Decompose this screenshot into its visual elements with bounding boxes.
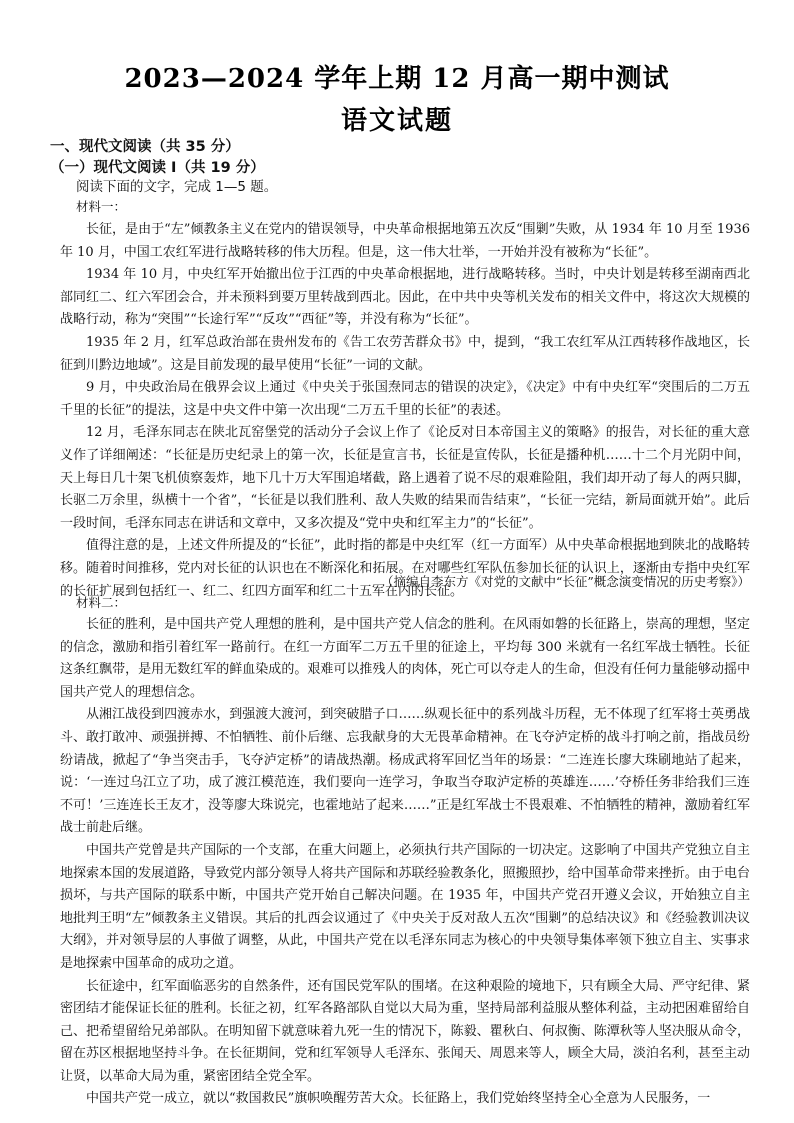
- paragraph: 中国共产党一成立，就以“救国救民”旗帜唤醒劳苦大众。长征路上，我们党始终坚持全心全意为人民服务，一: [86, 1091, 711, 1107]
- paragraph: 12 月，毛泽东同志在陕北瓦窑堡党的活动分子会议上作了《论反对日本帝国主义的策略》的报告，对长征的重大意义作了详细阐述：“长征是历史纪录上的第一次，长征是宣言书，长征是宣传队，长征是播种机……十二个月光阴中间，天上每日几十架飞机侦察轰炸，地下几十万大军围追堵截，路上遇着了说不尽的艰难险阻，我们却开动了每人的两只脚，长驱二万余里，纵横十一个省”，“长征是以我们胜利、敌人失败的结果而告结束”，“长征一完结，新局面就开始”。此后一段时间，毛泽东同志在讲话和文章中，又多次提及“党中央和红军主力”的“长征”。: [60, 425, 750, 531]
- paragraph: 从湘江战役到四渡赤水，到强渡大渡河，到突破腊子口……纵观长征中的系列战斗历程，无不体现了红军将士英勇战斗、敢打敢冲、顽强拼搏、不怕牺牲、前仆后继、忘我献身的大无畏革命精神。在飞夺泸定桥的战斗打响之前，指战员纷纷请战，掀起了“争当突击手，飞夺泸定桥”的请战热潮。杨成武将军回忆当年的场景：“二连连长廖大珠刷地站了起来，说：‘一连过乌江立了功，成了渡江模范连，我们要向一连学习，争取当夺取泸定桥的英雄连……’夺桥任务非给我们三连不可！’三连连长王友才，没等廖大珠说完，也霍地站了起来……”正是红军战士不畏艰难、不怕牺牲的精神，激励着红军战士前赴后继。: [60, 707, 750, 836]
- material1-source: （摘编自李东方《对党的文献中“长征”概念演变情况的历史考察》）: [380, 574, 750, 589]
- material2-body: [60, 614, 750, 1111]
- paragraph: 1934 年 10 月，中央红军开始撤出位于江西的中央革命根据地，进行战略转移。当时，中央计划是转移至湖南西北部同红二、红六军团会合，并未预料到要万里转战到西北。因此，在中共中央等机关发布的相关文件中，将这次大规模的战略行动，称为“突围”“长途行军”“反攻”“西征”等，并没有称为“长征”。: [60, 267, 750, 328]
- material2-label: 材料二：: [76, 595, 127, 610]
- exam-title: 2023—2024 学年上期 12 月高一期中测试: [124, 64, 670, 94]
- paragraph: 9 月，中央政治局在俄界会议上通过《中央关于张国焘同志的错误的决定》，《决定》中有中央红军“突围后的二万五千里的长征”的提法，这是中央文件中第一次出现“二万五千里的长征”的表述。: [60, 380, 750, 418]
- material1-body: [60, 219, 750, 603]
- paragraph: 长征的胜利，是中国共产党人理想的胜利，是中国共产党人信念的胜利。在风雨如磐的长征路上，崇高的理想，坚定的信念，激励和指引着红军一路前行。在红一方面军二万五千里的征途上，平均每 300 米就有一名红军战士牺牲。长征这条红飘带，是用无数红军的鲜血染成的。艰难可以推残人的肉体，死亡可以夺走人的生命，但没有任何力量能够动摇中国共产党人的理想信念。: [60, 617, 750, 700]
- material1-label: 材料一：: [76, 199, 127, 214]
- exam-subtitle: 语文试题: [340, 106, 453, 136]
- subsection-heading: （一）现代文阅读 I（共 19 分）: [50, 160, 265, 176]
- paragraph: 长征，是由于“左”倾教条主义在党内的错误领导，中央革命根据地第五次反“围剿”失败，从 1934 年 10 月至 1936 年 10 月，中国工农红军进行战略转移的伟大历程。但是，这一伟大壮举，一开始并没有被称为“长征”。: [60, 222, 750, 260]
- paragraph: 长征途中，红军面临恶劣的自然条件，还有国民党军队的围堵。在这种艰险的境地下，只有顾全大局、严守纪律、紧密团结才能保证长征的胜利。长征之初，红军各路部队自觉以大局为重，坚持局部利益服从整体利益，主动把困难留给自己、把希望留给兄弟部队。在明知留下就意味着九死一生的情况下，陈毅、瞿秋白、何叔衡、陈潭秋等人坚决服从命令，留在苏区根据地坚持斗争。在长征期间，党和红军领导人毛泽东、张闻天、周恩来等人，顾全大局，淡泊名利，甚至主动让贤，以革命大局为重，紧密团结全党全军。: [60, 978, 750, 1084]
- section-heading: 一、现代文阅读（共 35 分）: [50, 139, 240, 155]
- paragraph: 值得注意的是，上述文件所提及的“长征”，此时指的都是中央红军（红一方面军）从中央革命根据地到陕北的战略转移。随着时间推移，党内对长征的认识也在不断深化和拓展。在对哪些红军队伍参加长征的认识上，逐渐由专指中央红军的长征扩展到包括红一、红二、红四方面军和红二十五军在内的长征。: [60, 538, 750, 599]
- instruction-text: 阅读下面的文字，完成 1—5 题。: [76, 179, 278, 195]
- paragraph: 中国共产党曾是共产国际的一个支部，在重大问题上，必须执行共产国际的一切决定。这影响了中国共产党独立自主地探索本国的发展道路，导致党内部分领导人将共产国际和苏联经验教条化，照搬照抄，给中国革命带来挫折。由于电台损坏，与共产国际的联系中断，中国共产党开始自己解决问题。在 1935 年，中国共产党召开遵义会议，开始独立自主地批判王明“左”倾教条主义错误。其后的扎西会议通过了《中央关于反对敌人五次“围剿”的总结决议》和《经验教训决议大纲》，并对领导层的人事做了调整，从此，中国共产党在以毛泽东同志为核心的中央领导集体率领下独立自主、实事求是地探索中国革命的成功之道。: [60, 842, 750, 971]
- paragraph: 1935 年 2 月，红军总政治部在贵州发布的《告工农劳苦群众书》中，提到，“我工农红军从江西转移作战地区，长征到川黔边地域”。这是目前发现的最早使用“长征”一词的文献。: [60, 334, 750, 373]
